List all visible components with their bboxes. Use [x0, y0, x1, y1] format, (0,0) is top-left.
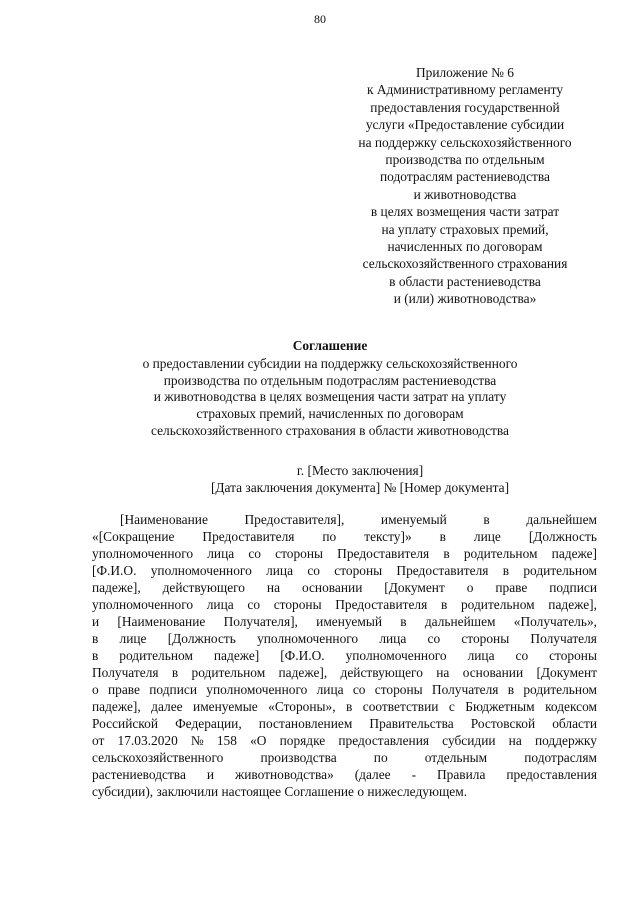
body-word: подписи	[549, 580, 597, 595]
body-word: лица	[467, 648, 495, 663]
body-line	[92, 749, 597, 766]
agreement-subtitle-line: производства по отдельным подотраслям растениеводства	[163, 372, 497, 388]
agreement-subtitle-line: сельскохозяйственного страхования в области животноводства	[151, 422, 509, 438]
appendix-line: в целях возмещения части затрат	[370, 204, 560, 220]
appendix-line: предоставления государственной	[370, 99, 560, 115]
body-word: «[Сокращение	[92, 529, 175, 544]
body-word: предоставления	[338, 733, 430, 748]
body-word: в	[400, 614, 407, 629]
appendix-line: начисленных по договорам	[387, 239, 543, 255]
body-word: тексту]»	[364, 529, 412, 544]
body-line: Получателя в родительном падеже], действующего на основании [Документ	[92, 665, 597, 680]
appendix-line: в области растениеводства	[389, 273, 541, 289]
body-word: Предоставителя	[202, 529, 295, 544]
agreement-subtitle	[60, 356, 600, 440]
appendix-line: Приложение № 6	[415, 65, 515, 80]
appendix-line: и животноводства	[413, 186, 517, 202]
body-word: «О	[250, 733, 267, 748]
body-word: по	[373, 750, 388, 765]
body-word: [Наименование	[117, 614, 206, 629]
agreement-title: Соглашение	[292, 338, 368, 353]
agreement-subtitle-line: страховых премий, начисленных по договорам	[196, 406, 464, 422]
body-word: в	[92, 631, 99, 646]
body-word: Получателя	[530, 631, 597, 646]
body-word: лице	[119, 631, 147, 646]
body-word: и	[206, 767, 215, 782]
agreement-subtitle-line: и животноводства в целях возмещения части затрат на уплату	[153, 389, 507, 405]
body-word: предоставления	[506, 767, 597, 782]
body-word: порядке	[279, 733, 326, 748]
appendix-line: на поддержку сельскохозяйственного	[358, 134, 572, 150]
body-word: №	[190, 733, 204, 748]
body-line: [Ф.И.О. уполномоченного лица со стороны Предоставителя в родительном	[92, 563, 597, 578]
body-word: дальнейшем	[526, 512, 597, 527]
body-line	[92, 647, 597, 664]
body-word: по	[322, 529, 337, 544]
body-word: растениеводства	[92, 767, 186, 782]
body-word: (далее	[354, 767, 391, 782]
body-word: уполномоченного	[257, 631, 359, 646]
body-word: [Документ	[384, 580, 445, 595]
place-and-date	[160, 462, 560, 496]
body-word: дальнейшем	[424, 614, 496, 629]
body-line: субсидии), заключили настоящее Соглашение о нижеследующем.	[92, 784, 468, 799]
body-word: и	[92, 614, 100, 629]
agreement-subtitle-line: о предоставлении субсидии на поддержку сельскохозяйственного	[142, 355, 518, 371]
body-word: 158	[216, 733, 237, 748]
body-line: уполномоченного лица со стороны Предоставителя в родительном падеже],	[92, 597, 597, 612]
body-word: 17.03.2020	[117, 733, 178, 748]
body-word: именуемый	[316, 614, 383, 629]
body-word: Получателя],	[223, 614, 298, 629]
agreement-heading	[60, 338, 600, 440]
appendix-line: подотраслям растениеводства	[380, 169, 550, 185]
body-line: Российской Федерации, постановлением Правительства Ростовской области	[92, 716, 597, 731]
body-word: стороны	[461, 631, 510, 646]
appendix-line: сельскохозяйственного страхования	[362, 256, 568, 272]
body-word: отдельным	[424, 750, 488, 765]
body-word: стороны	[549, 648, 597, 663]
page-number: 80	[314, 12, 326, 26]
agreement-body	[92, 511, 597, 800]
body-word: праве	[495, 580, 528, 595]
body-word: родительном	[119, 648, 193, 663]
body-word: основании	[301, 580, 363, 595]
body-word: в	[439, 529, 446, 544]
body-word: [Наименование	[120, 512, 208, 527]
body-word: падеже]	[213, 648, 260, 663]
body-word: «Получатель»,	[513, 614, 597, 629]
body-line	[92, 511, 597, 528]
body-word: со	[427, 631, 441, 646]
appendix-line: к Административному регламенту	[366, 82, 564, 98]
body-word: от	[92, 733, 105, 748]
body-word: [Должность	[167, 631, 236, 646]
body-line	[92, 766, 597, 783]
body-line: о праве подписи уполномоченного лица со стороны Получателя в родительном	[92, 682, 597, 697]
body-word: субсидии	[442, 733, 496, 748]
body-word: Предоставителя],	[244, 512, 345, 527]
body-word: именуемый	[380, 512, 447, 527]
body-word: животноводства»	[234, 767, 334, 782]
appendix-line: и (или) животноводства»	[393, 291, 537, 307]
body-word: подотраслям	[524, 750, 597, 765]
body-line	[92, 579, 597, 596]
body-word: падеже],	[92, 580, 141, 595]
body-word: [Ф.И.О.	[280, 648, 325, 663]
appendix-line: производства по отдельным	[385, 152, 545, 168]
body-word: со	[515, 648, 529, 663]
body-line	[92, 732, 597, 749]
body-word: на	[266, 580, 281, 595]
body-word: Правила	[436, 767, 486, 782]
body-line	[92, 528, 597, 545]
place-line: г. [Место заключения]	[296, 463, 424, 478]
body-word: в	[92, 648, 99, 663]
body-word: [Должность	[528, 529, 597, 544]
appendix-line: услуги «Предоставление субсидии	[365, 117, 565, 133]
body-word: -	[411, 767, 417, 782]
body-word: поддержку	[534, 733, 597, 748]
body-word: о	[466, 580, 474, 595]
appendix-header	[330, 64, 600, 308]
body-word: производства	[260, 750, 337, 765]
appendix-line: на уплату страховых премий,	[381, 221, 549, 237]
body-word: лица	[379, 631, 407, 646]
body-line	[92, 630, 597, 647]
date-number-line: [Дата заключения документа] № [Номер документа]	[210, 480, 510, 495]
body-word: действующего	[162, 580, 245, 595]
body-word: на	[508, 733, 522, 748]
body-line: уполномоченного лица со стороны Предоставителя в родительном падеже]	[92, 546, 597, 561]
body-word: в	[483, 512, 490, 527]
body-word: лице	[473, 529, 501, 544]
body-line	[92, 613, 597, 630]
body-word: сельскохозяйственного	[92, 750, 224, 765]
body-line: падеже], далее именуемые «Стороны», в соответствии с Бюджетным кодексом	[92, 699, 597, 714]
body-word: уполномоченного	[345, 648, 447, 663]
